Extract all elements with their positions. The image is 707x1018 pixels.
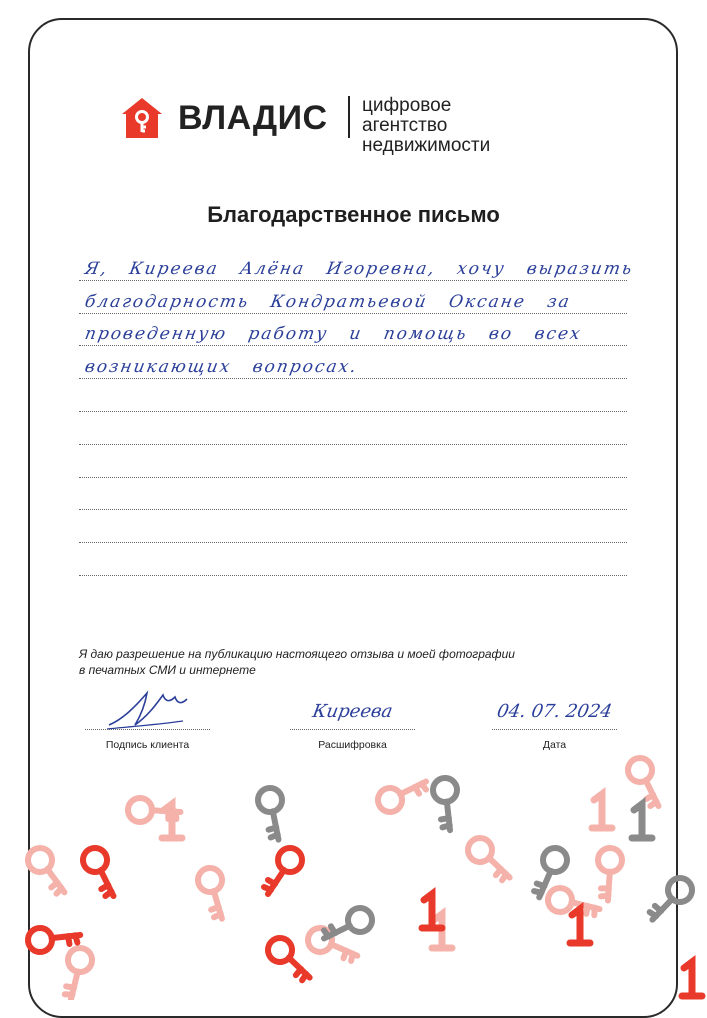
decoding-line — [290, 729, 415, 730]
decoding-label: Расшифровка — [318, 739, 387, 751]
decoding-value: Киреева — [310, 701, 395, 722]
client-signature-label: Подпись клиента — [105, 739, 190, 751]
brand-name: ВЛАДИС — [178, 99, 328, 137]
date-value: 04. 07. 2024 — [495, 701, 614, 722]
writing-line — [79, 379, 627, 412]
tagline-line-2: недвижимости — [362, 135, 491, 156]
writing-line — [79, 445, 627, 478]
signature-line — [85, 729, 210, 730]
writing-line — [79, 478, 627, 511]
client-signature-field — [85, 685, 210, 755]
date-label: Дата — [542, 739, 567, 751]
letter-body — [79, 248, 635, 576]
writing-line — [79, 281, 627, 314]
house-key-icon — [120, 96, 164, 140]
tagline-line-1: цифровое агентство — [362, 95, 452, 136]
consent-line-1: Я даю разрешение на публикацию настоящего отзыва и моей фотографии — [79, 647, 515, 661]
date-field — [492, 685, 617, 755]
handwritten-text: проведенную работу и помощь во всех — [83, 324, 584, 345]
logo-divider — [348, 96, 350, 138]
date-line — [492, 729, 617, 730]
brand-tagline — [362, 96, 490, 156]
writing-line — [79, 314, 627, 347]
writing-line — [79, 346, 627, 379]
consent-line-2: в печатных СМИ и интернете — [79, 663, 256, 677]
writing-line — [79, 412, 627, 445]
page-title: Благодарственное письмо — [207, 202, 500, 227]
handwritten-text: Я, Киреева Алёна Игоревна, хочу выразить — [83, 258, 635, 279]
publication-consent — [79, 646, 599, 678]
decoding-field — [290, 685, 415, 755]
writing-line — [79, 248, 635, 281]
writing-line — [79, 510, 627, 543]
writing-line — [79, 543, 627, 576]
client-signature — [105, 685, 195, 731]
handwritten-text: возникающих вопросах. — [83, 357, 360, 378]
handwritten-text: благодарность Кондратьевой Оксане за — [83, 291, 573, 312]
